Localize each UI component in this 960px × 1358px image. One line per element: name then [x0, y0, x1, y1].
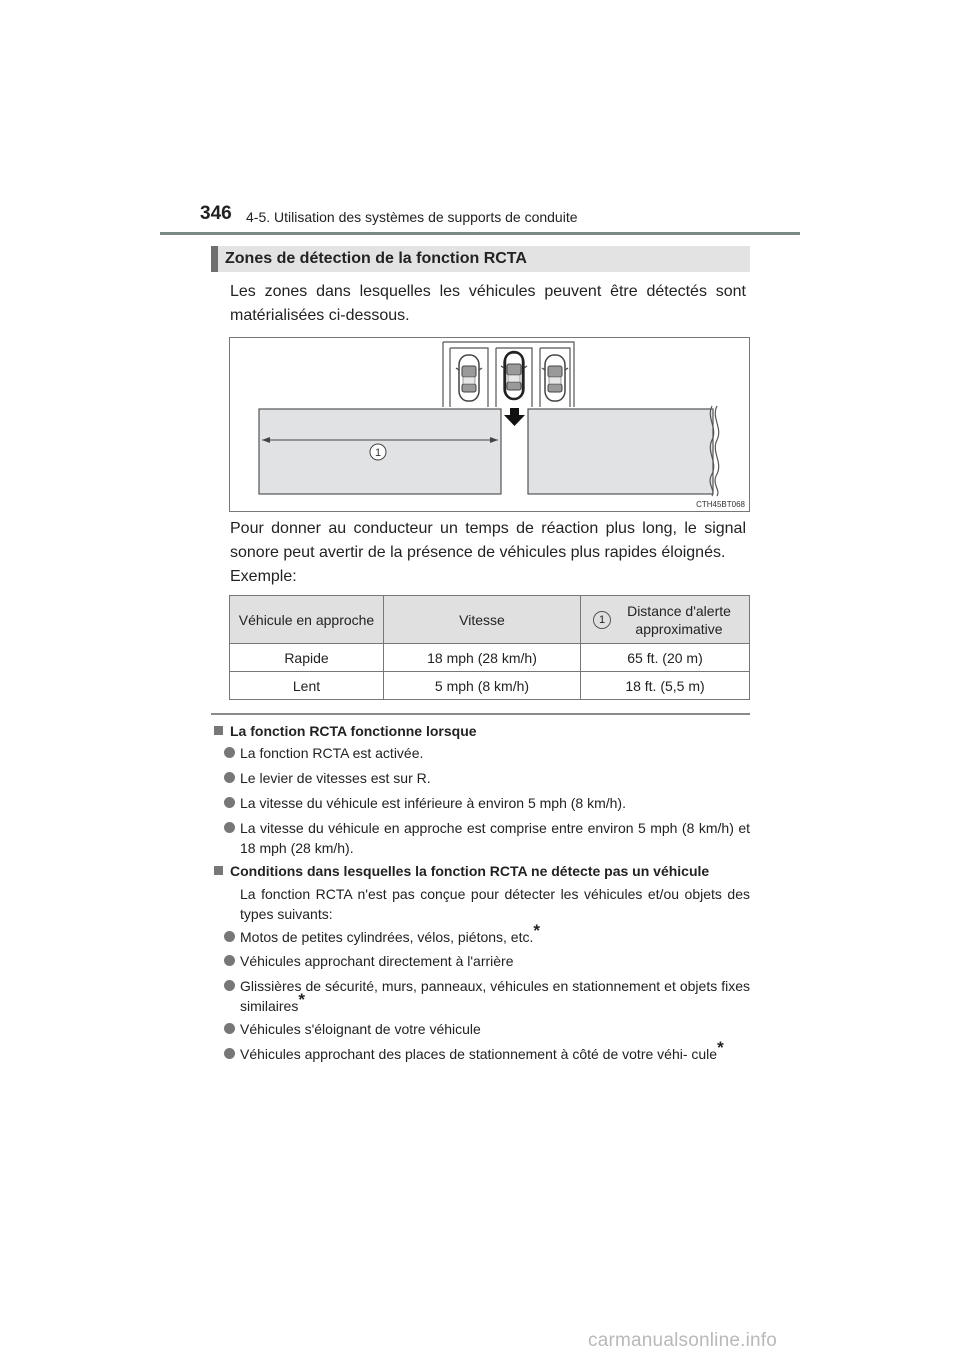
square-bullet-icon: [214, 726, 223, 735]
subheading-not-detected: [214, 863, 709, 879]
list-item: [224, 818, 750, 858]
col-header-speed: Vitesse: [384, 596, 581, 644]
list-item: [224, 743, 750, 763]
detection-zone-diagram: [230, 338, 749, 511]
bullet-icon: [224, 931, 235, 942]
table-row: [230, 672, 750, 700]
list-item-text: Motos de petites cylindrées, vélos, piétons, etc.: [240, 929, 534, 945]
watermark: carmanualsonline.info: [588, 1330, 778, 1351]
list-item: [224, 1038, 750, 1064]
bullet-icon: [224, 822, 235, 833]
footnote-asterisk: *: [298, 990, 305, 1009]
table-cell: Lent: [230, 672, 384, 700]
footnote-asterisk: *: [717, 1038, 724, 1057]
table-cell: 18 mph (28 km/h): [384, 644, 581, 672]
detection-zone-right: [528, 409, 713, 494]
detection-zone-figure: [229, 337, 750, 512]
not-detected-intro: La fonction RCTA n'est pas conçue pour détecter les véhicules et/ou objets des types suivants:: [240, 886, 750, 922]
list-item: [224, 951, 750, 971]
list-item: [224, 793, 750, 813]
bullet-icon: [224, 1048, 235, 1059]
chapter-title: 4-5. Utilisation des systèmes de supports de conduite: [246, 209, 578, 225]
bullet-icon: [224, 772, 235, 783]
alert-distance-table: [229, 595, 750, 700]
list-item: [224, 768, 750, 788]
section-bar-accent: [211, 246, 218, 272]
table-cell: 5 mph (8 km/h): [384, 672, 581, 700]
subheading-operates-when: [214, 723, 477, 739]
list-item-text: Véhicules approchant directement à l'arrière: [240, 953, 514, 969]
reverse-direction-arrow: [504, 408, 525, 426]
subheading-not-detected-text: Conditions dans lesquelles la fonction RCTA ne détecte pas un véhicule: [230, 863, 710, 879]
bullet-icon: [224, 797, 235, 808]
subheading-operates-when-text: La fonction RCTA fonctionne lorsque: [230, 723, 477, 739]
parked-car-left: [456, 355, 482, 401]
figure-code: CTH45BT068: [696, 500, 745, 509]
list-item-text: La vitesse du véhicule est inférieure à environ 5 mph (8 km/h).: [240, 795, 626, 811]
table-header-row: [230, 596, 750, 644]
section-divider: [211, 713, 750, 715]
col-header-distance-label: Distance d'alerte approximative: [627, 602, 731, 637]
page-number: 346: [200, 203, 232, 224]
list-item: [224, 921, 750, 947]
list-item-text: La vitesse du véhicule en approche est comprise entre environ 5 mph (8 km/h) et 18 mph (28 km/h).: [240, 820, 750, 856]
list-item: [224, 976, 750, 1016]
list-item-text: Véhicules s'éloignant de votre véhicule: [240, 1021, 481, 1037]
bullet-icon: [224, 1023, 235, 1034]
header-callout-1: 1: [593, 611, 611, 629]
col-header-distance: [581, 596, 750, 644]
list-item-text: Glissières de sécurité, murs, panneaux, véhicules en stationnement et objets fixes similaires: [240, 978, 750, 1014]
bullet-icon: [224, 955, 235, 966]
footnote-asterisk: *: [533, 921, 540, 940]
callout-1: 1: [374, 447, 382, 459]
bullet-icon: [224, 747, 235, 758]
list-item-text: Véhicules approchant des places de stationnement à côté de votre véhi- cule: [240, 1046, 718, 1062]
list-item-text: Le levier de vitesses est sur R.: [240, 770, 431, 786]
table-row: [230, 644, 750, 672]
intro-paragraph: Les zones dans lesquelles les véhicules peuvent être détectés sont matérialisées ci-dessous.: [230, 283, 746, 324]
example-label: Exemple:: [230, 568, 297, 585]
square-bullet-icon: [214, 866, 223, 875]
header-rule: [160, 232, 800, 235]
col-header-vehicle: Véhicule en approche: [230, 596, 384, 644]
section-bar: [211, 246, 750, 272]
parked-car-right: [542, 355, 568, 401]
table-cell: Rapide: [230, 644, 384, 672]
section-title: Zones de détection de la fonction RCTA: [225, 250, 527, 267]
bullet-icon: [224, 980, 235, 991]
reaction-paragraph: Pour donner au conducteur un temps de réaction plus long, le signal sonore peut avertir de la présence de véhicules plus rapides éloignés.: [230, 520, 746, 561]
list-item: [224, 1019, 750, 1039]
table-cell: 18 ft. (5,5 m): [581, 672, 750, 700]
list-item-text: La fonction RCTA est activée.: [240, 745, 424, 761]
table-cell: 65 ft. (20 m): [581, 644, 750, 672]
